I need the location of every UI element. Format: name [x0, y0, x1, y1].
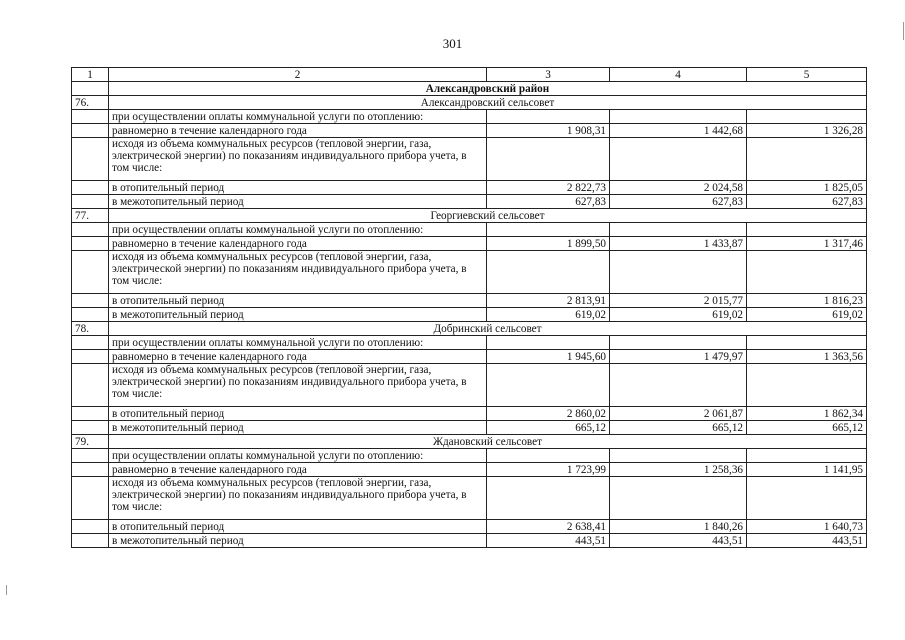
empty-cell: [72, 82, 109, 96]
value-cell: 1 862,34: [747, 407, 867, 421]
section-header-row: [72, 322, 867, 336]
empty-cell: [747, 223, 867, 237]
value-cell: 619,02: [747, 308, 867, 322]
section-number: 79.: [72, 435, 109, 449]
scan-edge-mark: [903, 22, 904, 40]
table-row: [72, 449, 867, 463]
empty-cell: [487, 138, 610, 181]
value-cell: 1 816,23: [747, 294, 867, 308]
empty-cell: [72, 421, 109, 435]
row-label-meter: исходя из объема коммунальных ресурсов (тепловой энергии, газа, электрической энергии) по показаниям индивидуального прибора учета, в том числе:: [109, 251, 487, 294]
empty-cell: [487, 364, 610, 407]
empty-cell: [610, 449, 747, 463]
value-cell: 1 433,87: [610, 237, 747, 251]
row-label-uniform: равномерно в течение календарного года: [109, 237, 487, 251]
empty-cell: [610, 336, 747, 350]
region-title-row: [72, 82, 867, 96]
empty-cell: [72, 336, 109, 350]
value-cell: 1 479,97: [610, 350, 747, 364]
value-cell: 2 813,91: [487, 294, 610, 308]
value-cell: 2 822,73: [487, 181, 610, 195]
value-cell: 627,83: [610, 195, 747, 209]
row-label-payment: при осуществлении оплаты коммунальной услуги по отоплению:: [109, 449, 487, 463]
section-header-row: [72, 209, 867, 223]
value-cell: 1 317,46: [747, 237, 867, 251]
empty-cell: [610, 364, 747, 407]
empty-cell: [72, 195, 109, 209]
empty-cell: [72, 110, 109, 124]
empty-cell: [487, 449, 610, 463]
empty-cell: [610, 477, 747, 520]
value-cell: 1 363,56: [747, 350, 867, 364]
empty-cell: [747, 336, 867, 350]
empty-cell: [610, 223, 747, 237]
empty-cell: [487, 223, 610, 237]
value-cell: 1 908,31: [487, 124, 610, 138]
empty-cell: [72, 407, 109, 421]
empty-cell: [72, 350, 109, 364]
value-cell: 619,02: [610, 308, 747, 322]
row-label-heating: в отопительный период: [109, 520, 487, 534]
value-cell: 665,12: [487, 421, 610, 435]
table-row: [72, 520, 867, 534]
page-number: 301: [442, 36, 463, 51]
empty-cell: [487, 336, 610, 350]
value-cell: 2 015,77: [610, 294, 747, 308]
scan-edge-mark: [6, 585, 7, 595]
section-number: 78.: [72, 322, 109, 336]
empty-cell: [72, 294, 109, 308]
value-cell: 627,83: [487, 195, 610, 209]
column-number-2: 2: [109, 68, 487, 82]
value-cell: 443,51: [610, 534, 747, 548]
empty-cell: [72, 251, 109, 294]
value-cell: 1 840,26: [610, 520, 747, 534]
row-label-uniform: равномерно в течение календарного года: [109, 350, 487, 364]
table-row: [72, 124, 867, 138]
empty-cell: [487, 251, 610, 294]
table-header-row: [72, 68, 867, 82]
empty-cell: [72, 308, 109, 322]
empty-cell: [610, 251, 747, 294]
value-cell: 2 638,41: [487, 520, 610, 534]
value-cell: 1 141,95: [747, 463, 867, 477]
column-number-4: 4: [610, 68, 747, 82]
section-name: Добринский сельсовет: [109, 322, 867, 336]
table-row: [72, 534, 867, 548]
empty-cell: [610, 138, 747, 181]
row-label-payment: при осуществлении оплаты коммунальной услуги по отоплению:: [109, 336, 487, 350]
empty-cell: [72, 124, 109, 138]
section-header-row: [72, 96, 867, 110]
section-number: 77.: [72, 209, 109, 223]
section-number: 76.: [72, 96, 109, 110]
empty-cell: [747, 110, 867, 124]
row-label-nonheating: в межотопительный период: [109, 421, 487, 435]
row-label-heating: в отопительный период: [109, 407, 487, 421]
value-cell: 1 640,73: [747, 520, 867, 534]
section-name: Георгиевский сельсовет: [109, 209, 867, 223]
column-number-1: 1: [72, 68, 109, 82]
row-label-meter: исходя из объема коммунальных ресурсов (тепловой энергии, газа, электрической энергии) по показаниям индивидуального прибора учета, в том числе:: [109, 477, 487, 520]
empty-cell: [72, 181, 109, 195]
table-row: [72, 350, 867, 364]
section-header-row: [72, 435, 867, 449]
row-label-nonheating: в межотопительный период: [109, 308, 487, 322]
table-row: [72, 223, 867, 237]
tariff-table: [71, 67, 867, 548]
row-label-nonheating: в межотопительный период: [109, 534, 487, 548]
value-cell: 665,12: [747, 421, 867, 435]
value-cell: 627,83: [747, 195, 867, 209]
value-cell: 1 258,36: [610, 463, 747, 477]
row-label-meter: исходя из объема коммунальных ресурсов (тепловой энергии, газа, электрической энергии) по показаниям индивидуального прибора учета, в том числе:: [109, 364, 487, 407]
column-number-3: 3: [487, 68, 610, 82]
empty-cell: [747, 251, 867, 294]
empty-cell: [747, 138, 867, 181]
empty-cell: [747, 477, 867, 520]
table-row: [72, 364, 867, 407]
empty-cell: [487, 477, 610, 520]
value-cell: 2 024,58: [610, 181, 747, 195]
empty-cell: [72, 534, 109, 548]
table-row: [72, 251, 867, 294]
empty-cell: [610, 110, 747, 124]
empty-cell: [747, 364, 867, 407]
value-cell: 1 945,60: [487, 350, 610, 364]
section-name: Александровский сельсовет: [109, 96, 867, 110]
table-row: [72, 421, 867, 435]
region-title: Александровский район: [109, 82, 867, 96]
table-row: [72, 477, 867, 520]
value-cell: 2 860,02: [487, 407, 610, 421]
row-label-payment: при осуществлении оплаты коммунальной услуги по отоплению:: [109, 223, 487, 237]
table-row: [72, 294, 867, 308]
empty-cell: [747, 449, 867, 463]
table-row: [72, 237, 867, 251]
row-label-heating: в отопительный период: [109, 181, 487, 195]
row-label-uniform: равномерно в течение календарного года: [109, 124, 487, 138]
table-row: [72, 407, 867, 421]
value-cell: 619,02: [487, 308, 610, 322]
empty-cell: [72, 463, 109, 477]
row-label-nonheating: в межотопительный период: [109, 195, 487, 209]
table-row: [72, 336, 867, 350]
section-name: Ждановский сельсовет: [109, 435, 867, 449]
row-label-payment: при осуществлении оплаты коммунальной услуги по отоплению:: [109, 110, 487, 124]
empty-cell: [72, 237, 109, 251]
row-label-heating: в отопительный период: [109, 294, 487, 308]
value-cell: 443,51: [487, 534, 610, 548]
empty-cell: [72, 449, 109, 463]
empty-cell: [72, 477, 109, 520]
value-cell: 1 723,99: [487, 463, 610, 477]
empty-cell: [487, 110, 610, 124]
table-row: [72, 138, 867, 181]
value-cell: 2 061,87: [610, 407, 747, 421]
table-row: [72, 195, 867, 209]
table-row: [72, 308, 867, 322]
value-cell: 1 899,50: [487, 237, 610, 251]
empty-cell: [72, 138, 109, 181]
value-cell: 1 442,68: [610, 124, 747, 138]
empty-cell: [72, 364, 109, 407]
value-cell: 1 825,05: [747, 181, 867, 195]
value-cell: 443,51: [747, 534, 867, 548]
table-row: [72, 463, 867, 477]
value-cell: 665,12: [610, 421, 747, 435]
empty-cell: [72, 223, 109, 237]
empty-cell: [72, 520, 109, 534]
table-row: [72, 110, 867, 124]
row-label-uniform: равномерно в течение календарного года: [109, 463, 487, 477]
column-number-5: 5: [747, 68, 867, 82]
row-label-meter: исходя из объема коммунальных ресурсов (тепловой энергии, газа, электрической энергии) по показаниям индивидуального прибора учета, в том числе:: [109, 138, 487, 181]
value-cell: 1 326,28: [747, 124, 867, 138]
table-row: [72, 181, 867, 195]
